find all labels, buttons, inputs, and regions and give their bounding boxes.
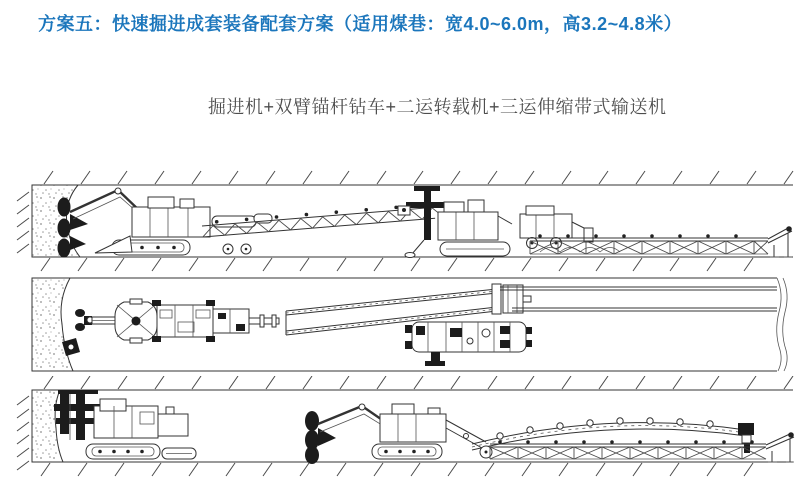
plan-break-line [777,278,787,371]
belt-discharge-end [768,226,792,257]
roof-bolter-plan-view [405,322,532,366]
equipment-combination-subtitle: 掘进机+双臂锚杆钻车+二运转载机+三运伸缩带式输送机 [208,97,667,117]
rock-face [32,390,63,462]
rock-face-plan [32,278,73,371]
belt-tail-frame-plan [492,284,531,314]
roadheader-retreated [305,404,486,464]
panel-elevation-bolting [0,376,800,488]
belt-discharge-end [766,432,794,462]
roof-bolter-at-face [54,390,196,459]
roadheader-plan-view [62,299,279,356]
roof-bolter-side-view [398,186,512,258]
belt-conveyor-plan-lines [500,287,777,311]
panel-elevation-cutting [0,160,800,272]
panel-plan-view [0,272,800,376]
page-title: 方案五：快速掘进成套装备配套方案（适用煤巷：宽4.0~6.0m，高3.2~4.8米） [38,14,683,34]
